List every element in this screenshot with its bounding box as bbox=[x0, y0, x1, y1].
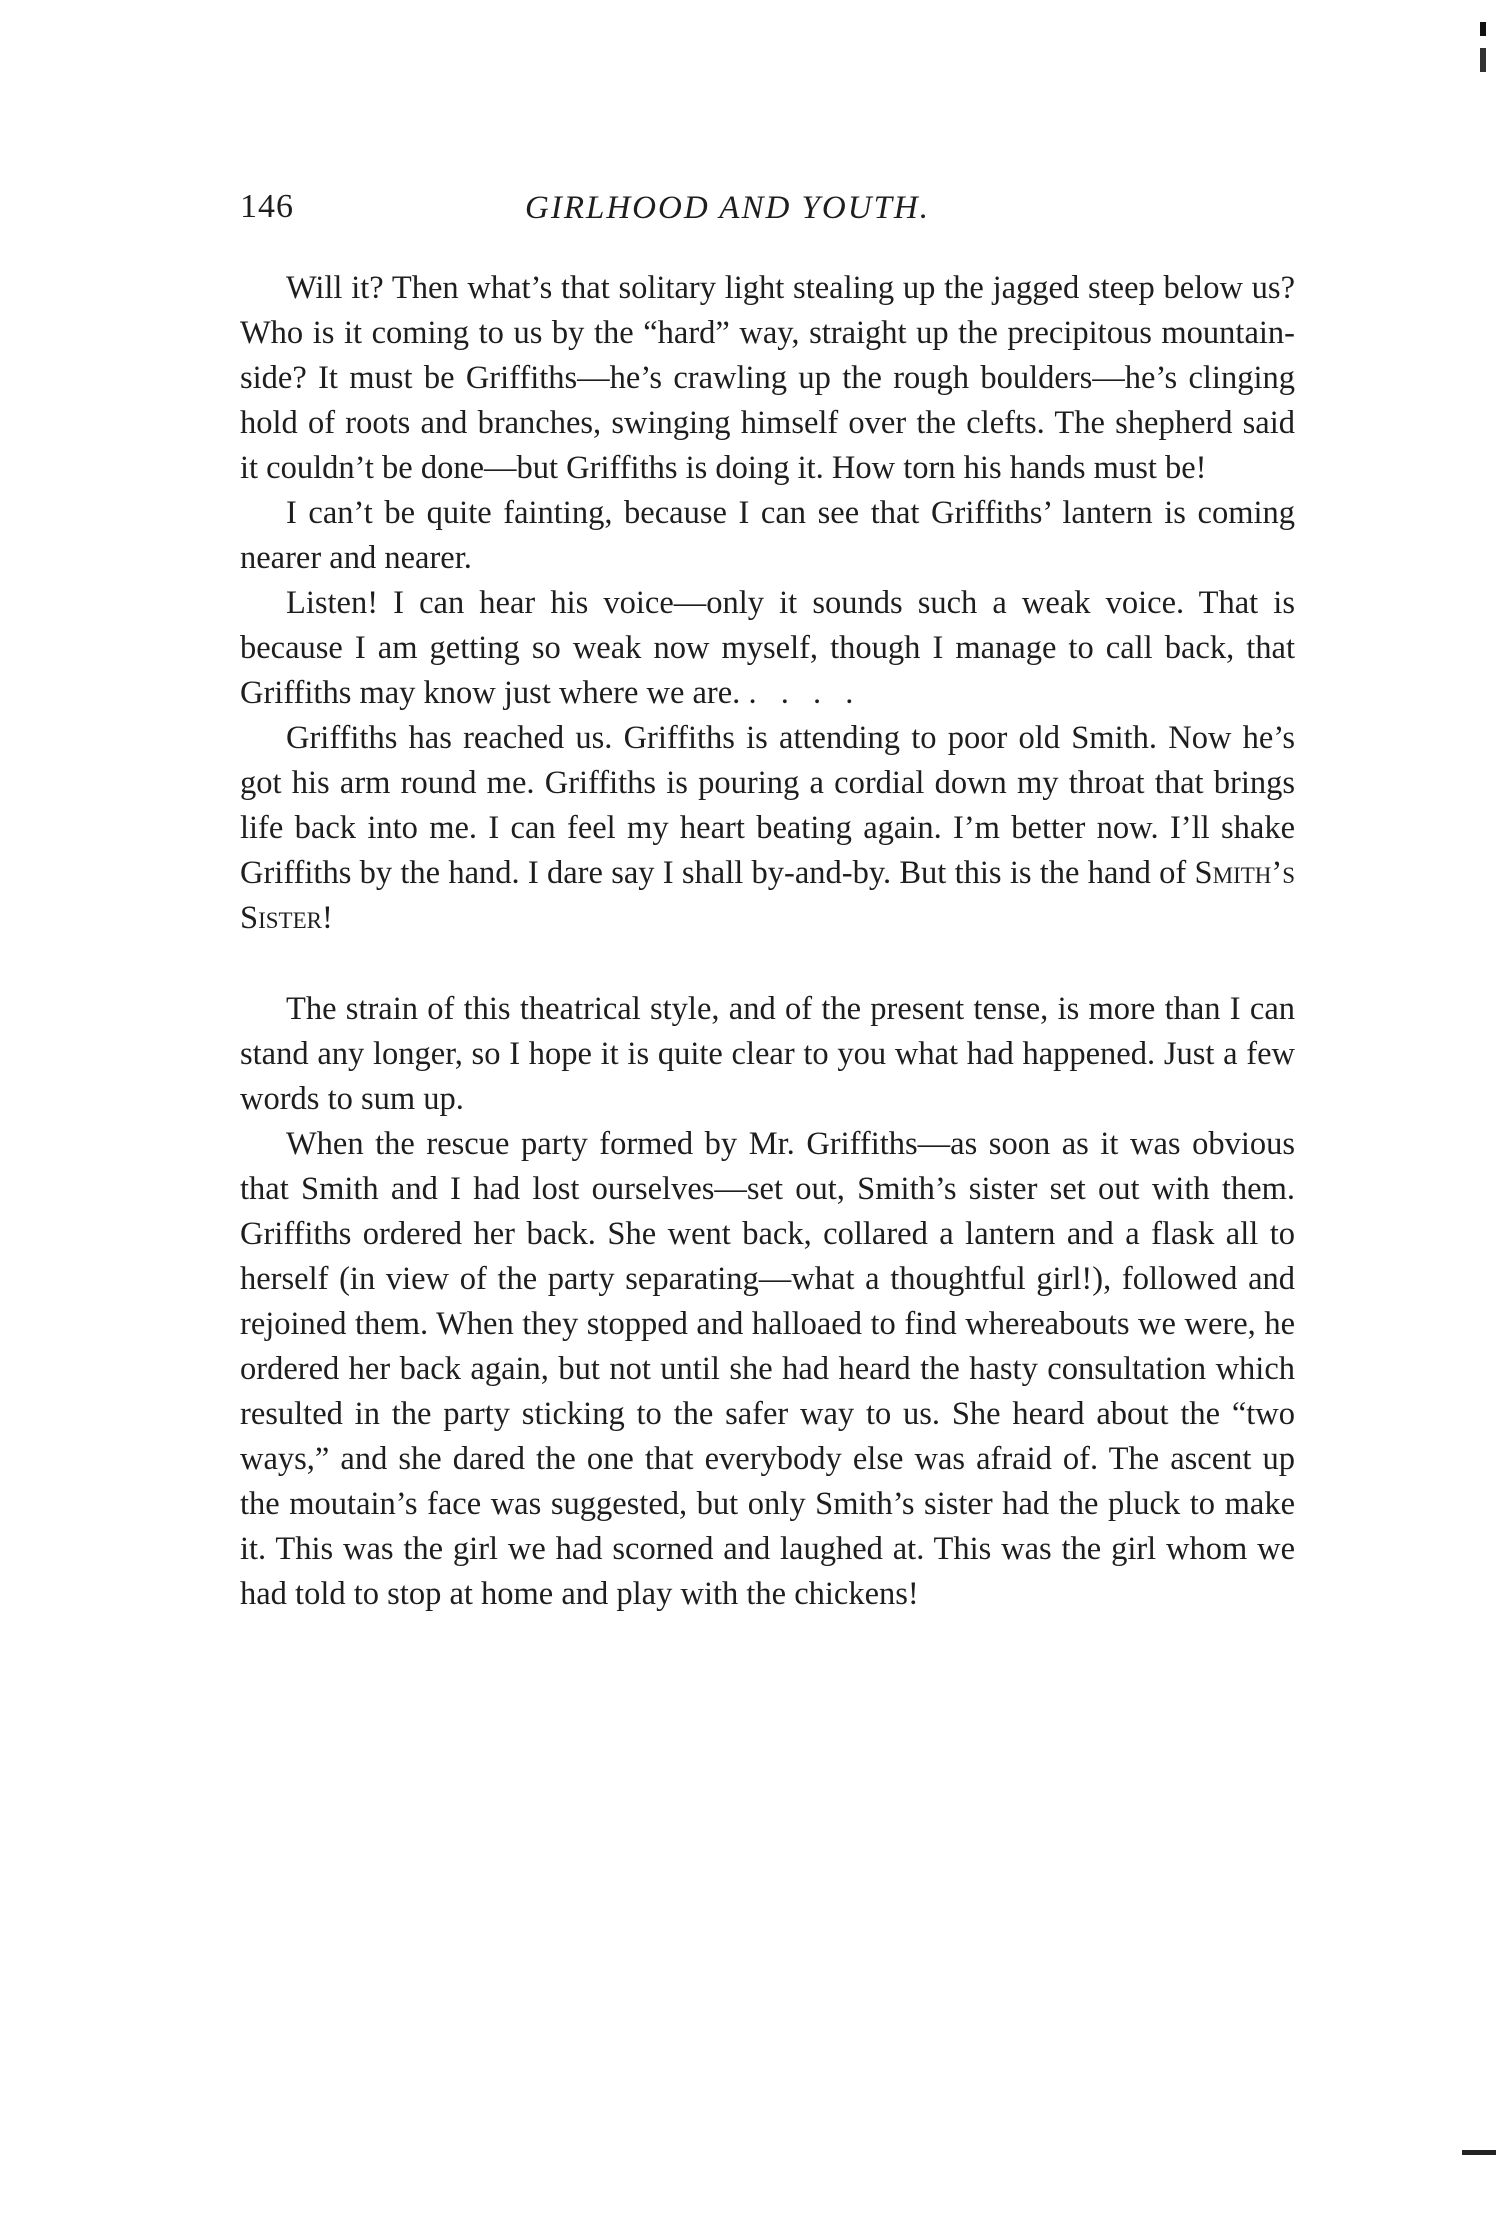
smallcaps-phrase: Smith’s Sister bbox=[240, 855, 1296, 936]
paragraph-text: Griffiths has reached us. Griffiths is attending to poor old Smith. Now he’s got his arm round me. Griffiths is pouring a cordial down my throat that brings life back into me. I can feel my heart beating again. I’m better now. I’ll shake Griffiths by the hand. I dare say I shall by-and-by. But this is the hand of bbox=[240, 720, 1295, 891]
running-title: GIRLHOOD AND YOUTH. bbox=[525, 190, 931, 226]
page-number: 146 bbox=[240, 188, 294, 225]
body-text bbox=[240, 266, 1295, 1617]
paragraph bbox=[240, 581, 1295, 716]
section-break bbox=[240, 941, 1295, 987]
paragraph: I can’t be quite fainting, because I can see that Griffiths’ lantern is coming nearer and nearer. bbox=[240, 495, 1295, 576]
paragraph bbox=[240, 716, 1295, 941]
paragraph-text: Listen! I can hear his voice—only it sounds such a weak voice. That is because I am getting so weak now myself, though I manage to call back, that Griffiths may know just where we are. bbox=[240, 585, 1295, 711]
paragraph: Will it? Then what’s that solitary light stealing up the jagged steep below us? Who is it coming to us by the “hard” way, straight up the precipitous mountain-side? It must be Griffiths—he’s crawling up the rough boulders—he’s clinging hold of roots and branches, swinging himself over the clefts. The shepherd said it couldn’t be done—but Griffiths is doing it. How torn his hands must be! bbox=[240, 270, 1295, 486]
page-edge-mark bbox=[1462, 2150, 1496, 2155]
paragraph: When the rescue party formed by Mr. Griffiths—as soon as it was obvious that Smith and I had lost ourselves—set out, Smith’s sister set out with them. Griffiths ordered her back. She went back, collared a lantern and a flask all to herself (in view of the party separating—what a thoughtful girl!), followed and rejoined them. When they stopped and halloaed to find whereabouts we were, he ordered her back again, but not until she had heard the hasty consultation which resulted in the party sticking to the safer way to us. She heard about the “two ways,” and she dared the one that everybody else was afraid of. The ascent up the moutain’s face was suggested, but only Smith’s sister had the pluck to make it. This was the girl we had scorned and laughed at. This was the girl whom we had told to stop at home and play with the chickens! bbox=[240, 1126, 1295, 1612]
paragraph-end: ! bbox=[321, 900, 333, 936]
page-header bbox=[240, 188, 1295, 238]
ellipsis: . . . . bbox=[748, 675, 862, 711]
paragraph: The strain of this theatrical style, and of the present tense, is more than I can stand any longer, so I hope it is quite clear to you what had happened. Just a few words to sum up. bbox=[240, 991, 1295, 1117]
page-edge-mark bbox=[1480, 22, 1486, 72]
